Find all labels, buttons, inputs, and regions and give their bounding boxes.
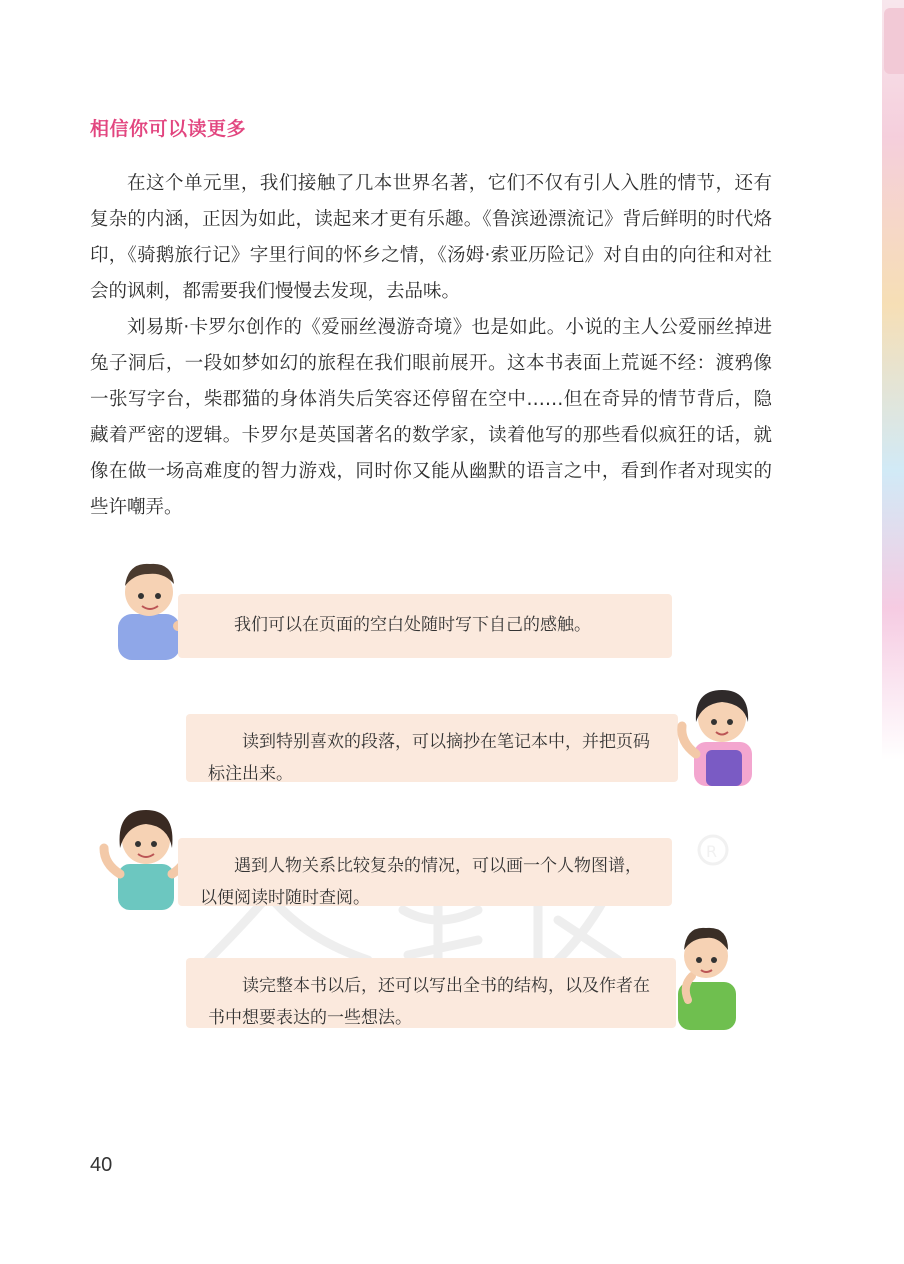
tip-bubble-1: 我们可以在页面的空白处随时写下自己的感触。 [178,594,672,658]
boy-green-shirt-icon [668,920,744,1030]
girl-purple-overalls-icon [672,682,768,786]
paragraph-2: 刘易斯·卡罗尔创作的《爱丽丝漫游奇境》也是如此。小说的主人公爱丽丝掉进兔子洞后，一段如梦如幻的旅程在我们眼前展开。这本书表面上荒诞不经：渡鸦像一张写字台，柴郡猫的身体消失后笑容还停留在空中……但在奇异的情节背后，隐藏着严密的逻辑。卡罗尔是英国著名的数学家，读着他写的那些看似疯狂的话，就像在做一场高难度的智力游戏，同时你又能从幽默的语言之中，看到作者对现实的些许嘲弄。 [90,317,772,518]
tip-bubble-3: 遇到人物关系比较复杂的情况，可以画一个人物图谱，以便阅读时随时查阅。 [178,838,672,906]
page-edge-tab [884,8,904,74]
svg-text:R: R [706,842,718,861]
tip-bubble-2: 读到特别喜欢的段落，可以摘抄在笔记本中，并把页码标注出来。 [186,714,678,782]
section-title: 相信你可以读更多 [90,118,247,140]
page-edge-color-strip [882,0,904,760]
tip-bubble-4: 读完整本书以后，还可以写出全书的结构，以及作者在书中想要表达的一些想法。 [186,958,676,1028]
paragraph-1: 在这个单元里，我们接触了几本世界名著，它们不仅有引人入胜的情节，还有复杂的内涵，正因为如此，读起来才更有乐趣。《鲁滨逊漂流记》背后鲜明的时代烙印，《骑鹅旅行记》字里行间的怀乡之情，《汤姆·索亚历险记》对自由的向往和对社会的讽刺，都需要我们慢慢去发现，去品味。 [90,173,772,302]
body-text [90,166,772,526]
page-number: 40 [90,1154,113,1176]
